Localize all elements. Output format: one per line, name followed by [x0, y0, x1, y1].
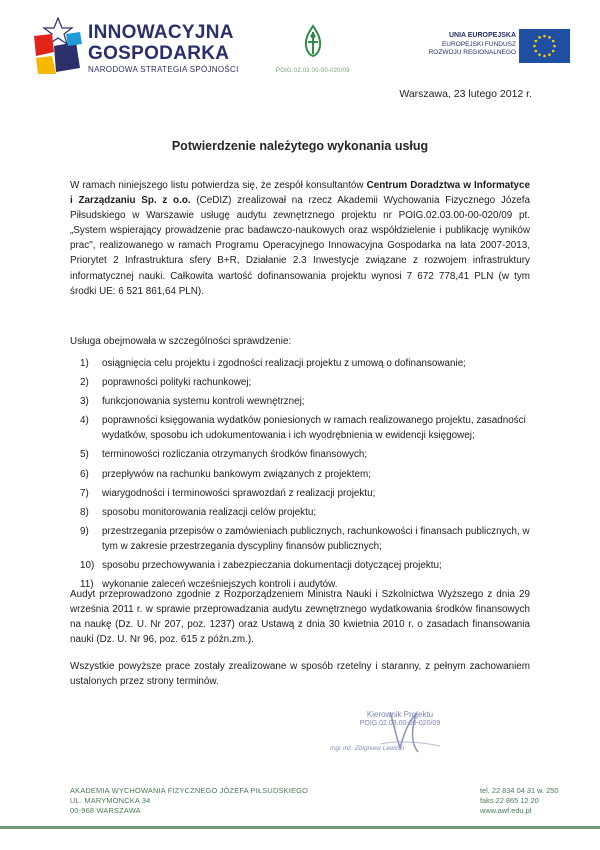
eu-star-icon: [533, 45, 536, 48]
eu-line1: UNIA EUROPEJSKA: [448, 32, 516, 39]
eu-star-icon: [552, 40, 555, 43]
eu-star-icon: [535, 50, 538, 53]
eu-star-icon: [548, 53, 551, 56]
footer-divider: [0, 826, 600, 829]
list-item-number: 11): [80, 579, 94, 591]
eu-star-icon: [552, 50, 555, 53]
paragraph-intro-start: W ramach niniejszego listu potwierdza się, że zespół konsultantów: [70, 180, 367, 191]
list-item-text: wykonanie zaleceń wcześniejszych kontroli i audytów.: [102, 579, 338, 591]
footer-city: 00-968 WARSZAWA: [70, 806, 141, 815]
footer-www: www.awf.edu.pl: [480, 806, 532, 815]
list-item: [80, 505, 532, 520]
scope-list: [80, 356, 532, 596]
list-item: [80, 467, 532, 482]
eu-star-icon: [535, 40, 538, 43]
list-item: [80, 486, 532, 501]
list-item-number: 1): [80, 358, 89, 369]
stamp-project-code: POIG.02.03.00-00-020/09: [359, 720, 441, 727]
list-item: [80, 524, 532, 554]
company-name: Centrum Doradztwa w Informatyce i Zarządzaniu Sp. z o.o.: [70, 180, 530, 207]
list-item-number: 10): [80, 560, 95, 572]
paragraph-intro: [70, 178, 530, 299]
footer-org-name: AKADEMIA WYCHOWANIA FIZYCZNEGO JÓZEFA PIŁSUDSKIEGO: [70, 786, 309, 795]
footer-address: [70, 786, 308, 816]
eu-star-icon: [538, 53, 541, 56]
logo-title-line1: INNOWACYJNA: [88, 22, 234, 43]
list-item-number: 5): [80, 449, 89, 461]
eu-line3: ROZWOJU REGIONALNEGO: [428, 49, 516, 56]
list-item: [80, 394, 532, 409]
list-item-number: 7): [80, 487, 89, 499]
eu-line2: EUROPEJSKI FUNDUSZ: [441, 40, 516, 48]
document-date: Warszawa, 23 lutego 2012 r.: [399, 88, 532, 100]
list-item-number: 9): [80, 525, 89, 537]
list-item-text: osiągnięcia celu projektu i zgodności realizacji projektu z umową o dofinansowanie;: [102, 358, 466, 369]
footer-street: UL. MARYMONCKA 34: [70, 796, 151, 805]
list-item-text: poprawności polityki rachunkowej;: [102, 377, 252, 389]
footer-fax: faks 22 865 12 20: [480, 796, 539, 805]
list-item: [80, 447, 532, 462]
list-item-text: poprawności księgowania wydatków poniesionych w ramach realizowanego projektu, zasadności wydatków, sposobu ich udokumentowania i ich wyodrębnienia w ewidencji księgowej;: [102, 415, 526, 442]
project-code: POIG.02.03.00-00-020/09: [276, 68, 350, 74]
list-item-text: sposobu przechowywania i zabezpieczania dokumentacji dotyczącej projektu;: [102, 560, 442, 572]
list-item: [80, 356, 532, 371]
paragraph-conclusion: Wszystkie powyższe prace zostały zrealizowane w sposób rzetelny i staranny, z pełnym zachowaniem ustalonych przez strony terminów.: [70, 661, 530, 688]
list-item-number: 4): [80, 415, 89, 427]
eu-star-icon: [548, 36, 551, 39]
eu-label: [404, 32, 516, 58]
list-item-number: 6): [80, 468, 89, 480]
footer-contact: [480, 786, 559, 816]
awf-emblem-icon: [300, 24, 326, 58]
eu-flag-icon: [519, 29, 570, 63]
paragraph-scope: Usługa obejmowała w szczególności sprawdzenie:: [70, 336, 292, 347]
eu-star-icon: [553, 45, 556, 48]
logo-title-line2: GOSPODARKA: [88, 43, 230, 64]
list-item-text: funkcjonowania systemu kontroli wewnętrznej;: [102, 396, 305, 408]
footer-tel: tel. 22 834 04 31 w. 250: [480, 786, 559, 795]
list-item: [80, 558, 532, 573]
list-item-number: 2): [80, 377, 89, 389]
logo-title: [88, 22, 234, 64]
list-item: [80, 413, 532, 443]
list-item-text: terminowości rozliczania otrzymanych środków finansowych;: [102, 449, 368, 461]
list-item-text: przepływów na rachunku bankowym związanych z projektem;: [102, 468, 371, 480]
eu-star-icon: [543, 55, 546, 58]
innowacyjna-gospodarka-logo-icon: [28, 16, 84, 76]
list-item-number: 3): [80, 396, 89, 408]
paragraph-legal-basis: Audyt przeprowadzono zgodnie z Rozporządzeniem Ministra Nauki i Szkolnictwa Wyższego z dnia 29 września 2011 r. w sprawie przeprowadzania audytu zewnętrznego wydatkowania środków finansowych na naukę (Dz. U. Nr 207, poz. 1237) oraz Ustawą z dnia 30 kwietnia 2010 r. o zasadach finansowania nauki (Dz. U. Nr 96, poz. 615 z późn.zm.).: [70, 589, 530, 646]
list-item-text: sposobu monitorowania realizacji celów projektu;: [102, 506, 317, 518]
list-item-text: wiarygodności i terminowości sprawozdań z realizacji projektu;: [102, 487, 376, 499]
logo-subtitle: NARODOWA STRATEGIA SPÓJNOŚCI: [88, 65, 239, 74]
list-item-number: 8): [80, 506, 89, 518]
stamp-signatory: mgr inż. Zbigniew Lewicki: [330, 745, 405, 752]
document-title: Potwierdzenie należytego wykonania usług: [171, 139, 429, 153]
eu-star-icon: [543, 35, 546, 38]
stamp-title: Kierownik Projektu: [366, 710, 434, 719]
eu-star-icon: [538, 36, 541, 39]
list-item: [80, 375, 532, 390]
list-item-text: przestrzegania przepisów o zamówieniach publicznych, rachunkowości i finansach publicznych, w tym w zakresie przestrzegania dyscypliny finansów publicznych;: [102, 525, 530, 552]
paragraph-intro-rest: (CeDIZ) zrealizował na rzecz Akademii Wychowania Fizycznego Józefa Piłsudskiego w Warszawie usługę audytu zewnętrznego projektu nr POIG.02.03.00-00-020/09 pt. „System wspierający prowadzenie prac badawczo-naukowych oraz współdzielenie i publikację wyników prac", realizowanego w ramach Programu Operacyjnego Innowacyjna Gospodarka na lata 2007-2013, Priorytet 2 Infrastruktura sfery B+R, Działanie 2.3 Inwestycje związane z rozwojem infrastruktury informatycznej nauki. Całkowita wartość dofinansowania projektu wynosi 7 672 778,41 PLN (w tym środki UE: 6 521 861,64 PLN).: [70, 195, 530, 297]
